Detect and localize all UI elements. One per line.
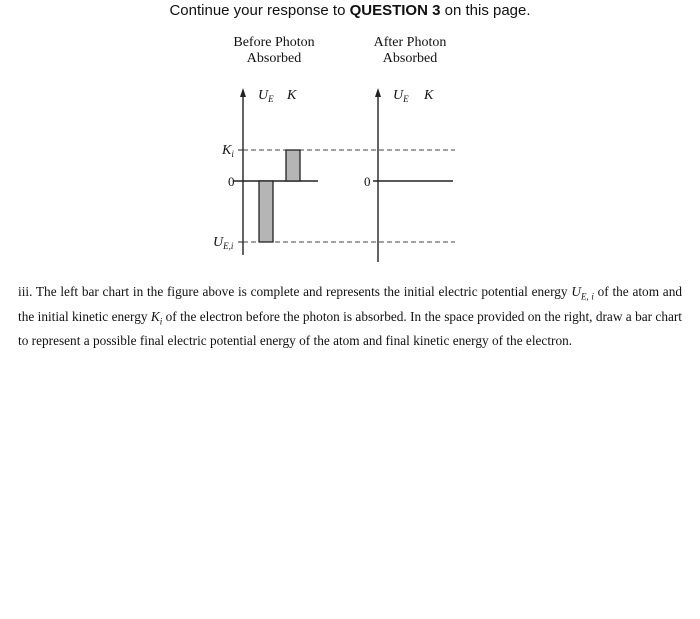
para-part-2: of the atom and the initial kinetic energy: [18, 284, 682, 324]
left-title-line2: Absorbed: [246, 51, 302, 66]
bar-k-initial: [286, 150, 300, 181]
right-y-axis-arrow: [375, 88, 381, 97]
header-suffix: on this page.: [440, 2, 531, 19]
right-y-label-zero: 0: [364, 174, 371, 189]
question-paragraph: [18, 282, 682, 351]
para-part-1: iii. The left bar chart in the figure above is complete and represents the initial electric potential energy: [18, 284, 572, 299]
left-y-label-zero: 0: [228, 174, 235, 189]
y-label-uei: $U_{E,i}$: [213, 235, 234, 251]
question-number: QUESTION 3: [349, 2, 441, 19]
symbol-ki: $K_i$: [150, 308, 163, 327]
right-title-line2: Absorbed: [382, 51, 438, 66]
left-label-k: K: [287, 88, 297, 103]
header-prefix: Continue your response to: [169, 2, 350, 19]
right-title-line1: After Photon: [373, 35, 447, 50]
energy-bar-charts: [0, 0, 700, 280]
right-label-ue: $U_E$: [393, 88, 409, 104]
symbol-uei: $U_{E, i}$: [571, 284, 594, 302]
left-y-axis-arrow: [240, 88, 246, 97]
bar-ue-initial: [259, 181, 273, 242]
y-label-ki: $K_i$: [222, 143, 234, 159]
left-label-ue: $U_E$: [258, 88, 274, 104]
right-label-k: K: [424, 88, 434, 103]
left-title-line1: Before Photon: [233, 35, 315, 50]
para-part-3: of the electron before the photon is absorbed. In the space provided on the right, draw a bar chart to represent a possible final electric potential energy of the atom and final kinetic energy of the electron.: [18, 308, 682, 349]
